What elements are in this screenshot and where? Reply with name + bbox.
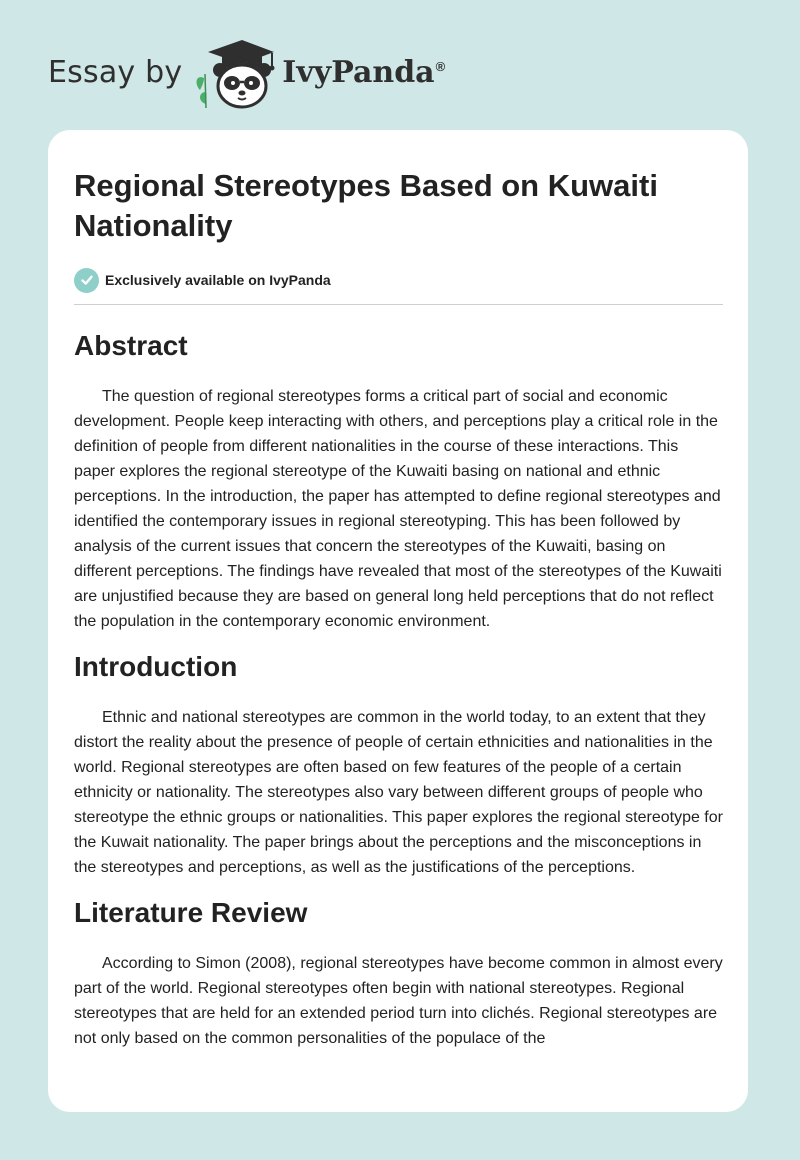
section-heading-abstract: Abstract bbox=[74, 330, 188, 361]
panda-logo-icon bbox=[188, 34, 280, 110]
brand-name: IvyPanda bbox=[282, 54, 435, 90]
exclusive-text: Exclusively available on IvyPanda bbox=[105, 272, 331, 288]
article-content bbox=[74, 166, 723, 1051]
exclusive-badge bbox=[74, 267, 723, 293]
section-body-introduction: Ethnic and national stereotypes are common in the world today, to an extent that they distort the reality about the presence of people of certain ethnicities and nationalities in the world. Regional stereotypes are often based on few features of the people of a certain ethnicity or nationality. The stereotypes also vary between different groups of people who stereotype the ethnic groups or nationalities. This paper explores the regional stereotype for the Kuwait nationality. The paper brings about the perceptions and the misconceptions in the stereotypes and perceptions, as well as the justifications of the perceptions. bbox=[74, 709, 723, 876]
section-heading-introduction: Introduction bbox=[74, 651, 238, 682]
brand-header bbox=[48, 34, 445, 110]
article-card bbox=[48, 130, 748, 1112]
article-title: Regional Stereotypes Based on Kuwaiti Nationality bbox=[74, 168, 658, 243]
section-body-literature-review: According to Simon (2008), regional stereotypes have become common in almost every part of the world. Regional stereotypes often begin with national stereotypes. Regional stereotypes that are held for an extended period turn into clichés. Regional stereotypes are not only based on the common personalities of the populace of the bbox=[74, 955, 723, 1047]
title-divider bbox=[74, 304, 723, 305]
section-heading-literature-review: Literature Review bbox=[74, 897, 308, 928]
brand-prefix: Essay by bbox=[48, 54, 183, 90]
brand-registered-mark: ® bbox=[435, 58, 446, 74]
section-body-abstract: The question of regional stereotypes forms a critical part of social and economic development. People keep interacting with others, and perceptions play a critical role in the definition of people from different nationalities in the course of these interactions. This paper explores the regional stereotype of the Kuwaiti basing on national and ethnic perceptions. In the introduction, the paper has attempted to define regional stereotypes and identified the contemporary issues in regional stereotyping. This has been followed by analysis of the current issues that concern the stereotypes of the Kuwaiti, basing on different perceptions. The findings have revealed that most of the stereotypes of the Kuwaiti are unjustified because they are based on general long held perceptions that do not reflect the population in the contemporary economic environment. bbox=[74, 388, 722, 630]
checkmark-icon bbox=[74, 268, 99, 293]
